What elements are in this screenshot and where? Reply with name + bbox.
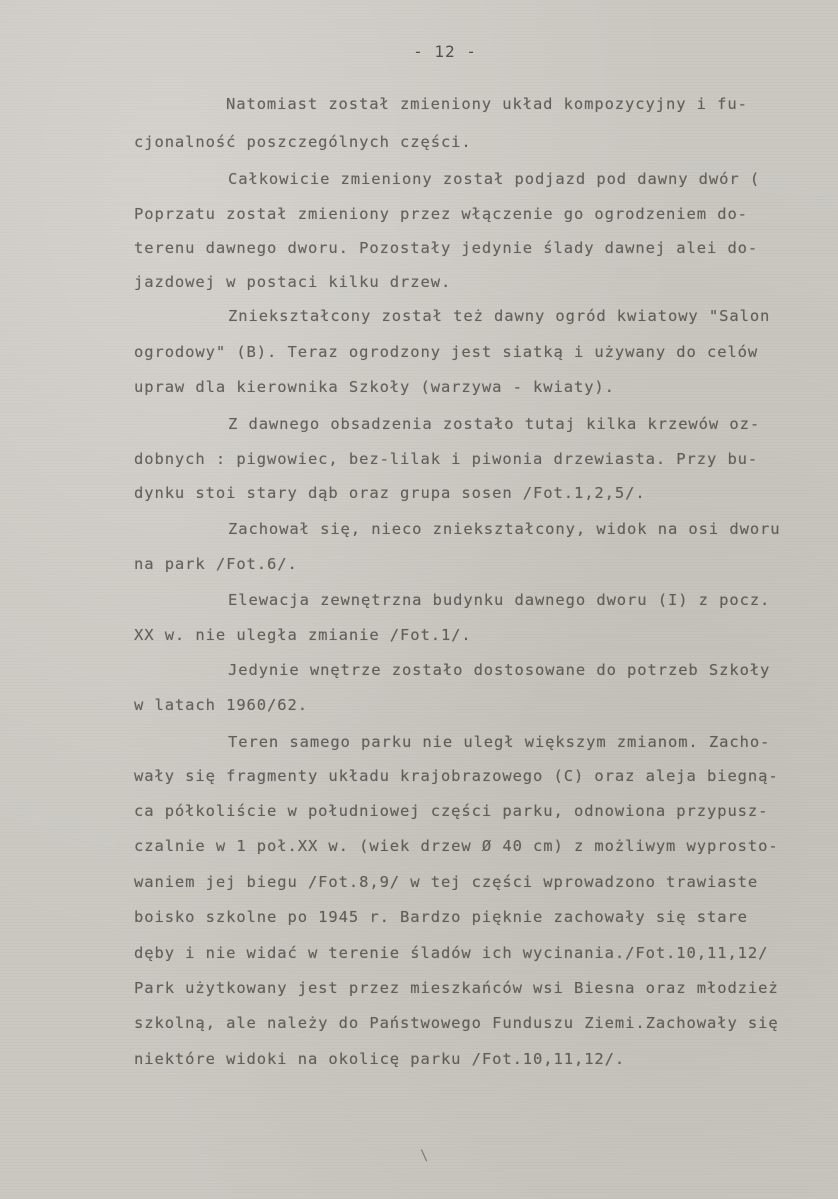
text-line: Natomiast został zmieniony układ kompozycyjny i fu- — [226, 95, 748, 113]
text-line: Teren samego parku nie uległ większym zmianom. Zacho- — [228, 733, 771, 751]
text-line: waniem jej biegu /Fot.8,9/ w tej części wprowadzono trawiaste — [134, 873, 759, 891]
text-line: jazdowej w postaci kilku drzew. — [134, 273, 452, 291]
text-line: Zniekształcony został też dawny ogród kwiatowy "Salon — [228, 307, 771, 325]
text-line: w latach 1960/62. — [134, 696, 308, 714]
text-line: ca półkoliście w południowej części parku, odnowiona przypusz- — [134, 802, 769, 820]
text-line: dynku stoi stary dąb oraz grupa sosen /Fot.1,2,5/. — [134, 484, 646, 502]
text-line: Zachował się, nieco zniekształcony, widok na osi dworu — [228, 520, 781, 538]
text-line: upraw dla kierownika Szkoły (warzywa - kwiaty). — [134, 378, 615, 396]
text-line: Poprzatu został zmieniony przez włączenie go ogrodzeniem do- — [134, 205, 748, 223]
text-line: ogrodowy" (B). Teraz ogrodzony jest siatką i używany do celów — [134, 343, 759, 361]
text-line: niektóre widoki na okolicę parku /Fot.10,11,12/. — [134, 1050, 626, 1068]
stray-mark: \ — [420, 1148, 429, 1164]
text-line: Elewacja zewnętrzna budynku dawnego dworu (I) z pocz. — [228, 591, 771, 609]
text-line: cjonalność poszczególnych części. — [134, 133, 472, 151]
text-line: wały się fragmenty układu krajobrazowego (C) oraz aleja biegną- — [134, 767, 779, 785]
text-line: na park /Fot.6/. — [134, 555, 298, 573]
text-line: XX w. nie uległa zmianie /Fot.1/. — [134, 626, 472, 644]
text-line: terenu dawnego dworu. Pozostały jedynie ślady dawnej alei do- — [134, 239, 759, 257]
text-line: dęby i nie widać w terenie śladów ich wycinania./Fot.10,11,12/ — [134, 944, 769, 962]
text-line: dobnych : pigwowiec, bez-lilak i piwonia drzewiasta. Przy bu- — [134, 450, 759, 468]
text-line: Park użytkowany jest przez mieszkańców wsi Biesna oraz młodzież — [134, 979, 779, 997]
text-line: szkolną, ale należy do Państwowego Funduszu Ziemi.Zachowały się — [134, 1014, 779, 1032]
text-line: Całkowicie zmieniony został podjazd pod dawny dwór ( — [228, 170, 761, 188]
text-line: Z dawnego obsadzenia zostało tutaj kilka krzewów oz- — [228, 415, 761, 433]
text-line: Jedynie wnętrze zostało dostosowane do potrzeb Szkoły — [228, 661, 771, 679]
text-line: boisko szkolne po 1945 r. Bardzo pięknie zachowały się stare — [134, 908, 748, 926]
page-number: - 12 - — [413, 42, 477, 61]
text-line: czalnie w 1 poł.XX w. (wiek drzew Ø 40 cm) z możliwym wyprosto- — [134, 837, 779, 855]
